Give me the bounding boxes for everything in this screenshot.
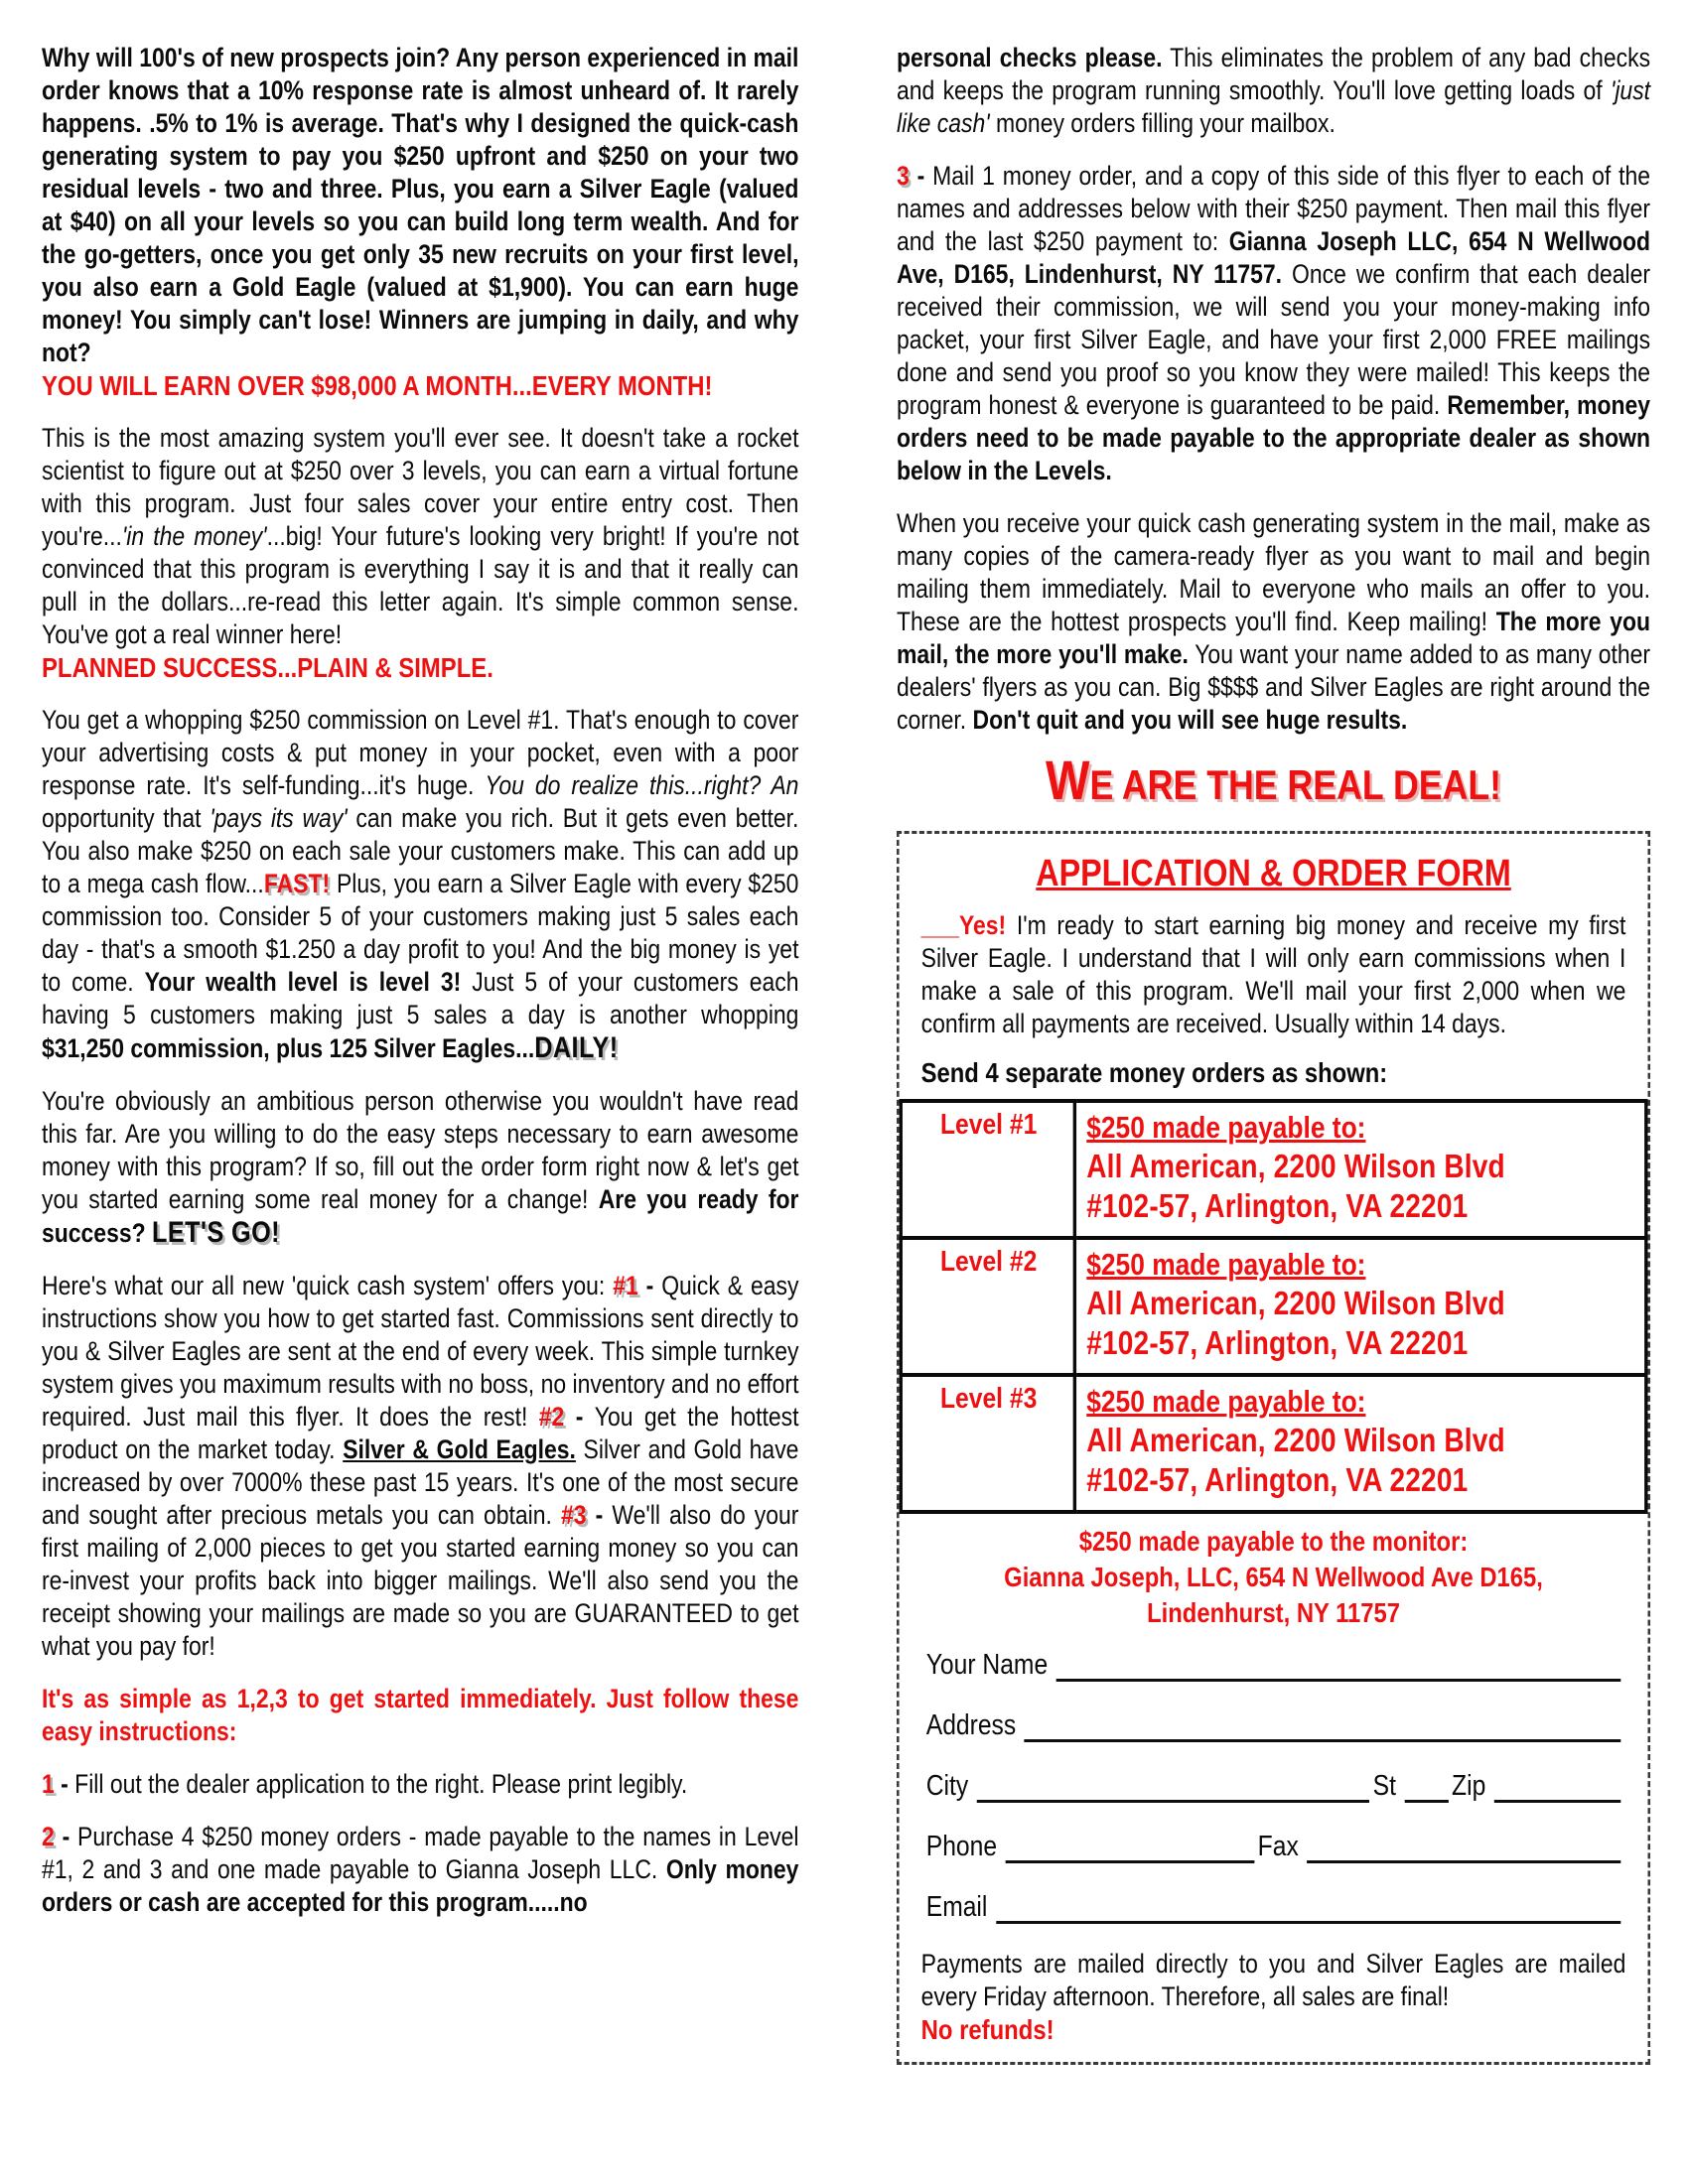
text-segment: Why will 100's of new prospects join? Any person experienced in mail order knows that a 10% response rate is almost unheard of. It rarely happens. .5% to 1% is average. That's why I designed the quick-cash generating system to pay you $250 upfront and $250 on your two residual levels - two and three. Plus, you earn a Silver Eagle (valued at $40) on all your levels so you can build long term wealth. And for the go-getters, once you get only 35 new recruits on your first level, you also earn a Gold Eagle (valued at $1,900). You can earn huge money! You simply can't lose! Winners are jumping in daily, and why not? bbox=[42, 43, 799, 367]
yes-paragraph bbox=[921, 909, 1626, 1040]
text-segment: Are you ready for success? bbox=[42, 1184, 799, 1248]
text-segment: Mail 1 money order, and a copy of this side of this flyer to each of the names and addresses below with their $250 payment. Then mail this flyer and the last $250 payment to: bbox=[897, 161, 1651, 256]
text-segment: 'in the money' bbox=[121, 521, 267, 551]
text-segment: Quick & easy instructions show you how to get started fast. Commissions sent directly to you & Silver Eagles are sent at the end of every week. This simple turnkey system gives you maximum results with no boss, no inventory and no effort required. Just mail this flyer. It does the rest! bbox=[42, 1271, 799, 1432]
real-deal-heading bbox=[897, 750, 1650, 811]
ambition-paragraph bbox=[42, 1085, 798, 1250]
levels-table bbox=[900, 1099, 1648, 1514]
monitor-block bbox=[921, 1524, 1626, 1631]
text-segment: DAILY! bbox=[534, 1031, 619, 1064]
right-column bbox=[897, 42, 1650, 2065]
zip-input-line bbox=[1494, 1766, 1621, 1803]
payable-line: $250 made payable to: bbox=[1086, 1247, 1366, 1282]
text-segment: - bbox=[637, 1271, 662, 1300]
text-segment: No refunds! bbox=[920, 2014, 1055, 2045]
payee-address-line-2: #102-57, Arlington, VA 22201 bbox=[1086, 1461, 1469, 1498]
state-field-label: St bbox=[1372, 1770, 1396, 1802]
keep-mailing-paragraph bbox=[897, 507, 1650, 737]
payee-address-line-1: All American, 2200 Wilson Blvd bbox=[1086, 1148, 1505, 1184]
city-field-label: City bbox=[925, 1770, 969, 1802]
text-segment: - bbox=[54, 1769, 75, 1799]
sales-final-paragraph bbox=[921, 1948, 1626, 2046]
text-segment: - bbox=[586, 1500, 613, 1530]
email-field-row bbox=[926, 1887, 1621, 1924]
text-segment: E ARE THE REAL DEAL! bbox=[1089, 761, 1502, 808]
text-segment: We'll also do your first mailing of 2,000 pieces to get you started earning money so you can re-invest your profits back into bigger mailings. We'll also send you the receipt showing your mailings are made so you are GUARANTEED to get what you pay for! bbox=[42, 1500, 799, 1661]
fax-input-line bbox=[1307, 1827, 1620, 1863]
send-money-orders-line: Send 4 separate money orders as shown: bbox=[920, 1057, 1388, 1088]
level-row-3 bbox=[901, 1375, 1646, 1512]
text-segment: This eliminates the problem of any bad checks and keeps the program running smoothly. You'll love getting loads of bbox=[897, 43, 1651, 105]
text-segment: Don't quit and you will see huge results. bbox=[972, 705, 1408, 735]
name-input-line bbox=[1056, 1645, 1621, 1682]
email-input-line bbox=[996, 1887, 1620, 1924]
text-segment: LET'S GO! bbox=[152, 1216, 280, 1249]
fax-field-label: Fax bbox=[1257, 1831, 1299, 1862]
monitor-line-1: $250 made payable to the monitor: bbox=[1078, 1526, 1469, 1557]
text-segment: You do realize this...right? An bbox=[485, 770, 799, 800]
text-segment: FAST! bbox=[263, 869, 331, 898]
text-segment: 'pays its way' bbox=[210, 803, 348, 833]
instructions-heading bbox=[42, 1683, 798, 1748]
text-segment: 3 bbox=[897, 161, 910, 191]
text-segment: PLANNED SUCCESS...PLAIN & SIMPLE. bbox=[42, 652, 493, 683]
text-segment: Only money orders or cash are accepted for this program.....no bbox=[42, 1854, 799, 1917]
instruction-2 bbox=[42, 1821, 798, 1919]
text-segment: 2 bbox=[42, 1822, 55, 1851]
payable-line: $250 made payable to: bbox=[1086, 1384, 1366, 1419]
offers-paragraph bbox=[42, 1270, 798, 1663]
system-paragraph bbox=[42, 422, 798, 684]
text-segment: ___ bbox=[920, 910, 959, 940]
city-input-line bbox=[977, 1766, 1370, 1803]
application-form-box bbox=[897, 831, 1650, 2065]
address-field-label: Address bbox=[925, 1709, 1017, 1741]
text-segment: It's as simple as 1,2,3 to get started immediately. Just follow these easy instructions: bbox=[42, 1684, 799, 1746]
payee-address-line-1: All American, 2200 Wilson Blvd bbox=[1086, 1285, 1505, 1321]
level-2-payto bbox=[1074, 1238, 1645, 1375]
text-segment: money orders filling your mailbox. bbox=[989, 108, 1336, 138]
level-3-label: Level #3 bbox=[901, 1375, 1074, 1512]
text-segment: ...big! Your future's looking very bright! If you're not convinced that this program is everything I say it is and that it really can pull in the dollars...re-read this letter again. It's simple common sense. You've got a real winner here! bbox=[42, 521, 799, 649]
text-segment: Silver & Gold Eagles. bbox=[343, 1434, 576, 1464]
text-segment: Gianna Joseph LLC, 654 N Wellwood Ave, D165, Lindenhurst, NY 11757. bbox=[897, 226, 1651, 289]
level-row-2 bbox=[901, 1238, 1646, 1375]
text-segment: 'just like cash' bbox=[897, 75, 1651, 138]
phone-field-label: Phone bbox=[925, 1831, 998, 1862]
zip-field-label: Zip bbox=[1452, 1770, 1486, 1802]
text-segment: You're obviously an ambitious person otherwise you wouldn't have read this far. Are you willing to do the easy steps necessary to earn awesome money with this program? If so, fill out the order form right now & let's get you started earning some real money for a change! bbox=[42, 1086, 799, 1214]
text-segment: personal checks please. bbox=[897, 43, 1163, 72]
phone-input-line bbox=[1006, 1827, 1255, 1863]
text-segment: When you receive your quick cash generating system in the mail, make as many copies of the camera-ready flyer as you want to mail and begin mailing them immediately. Mail to everyone who mails an offer to you. These are the hottest prospects you'll find. Keep mailing! bbox=[897, 508, 1651, 636]
form-title: APPLICATION & ORDER FORM bbox=[1036, 853, 1511, 894]
level-2-label: Level #2 bbox=[901, 1238, 1074, 1375]
text-segment: Once we confirm that each dealer received their commission, we will send you your money-making info packet, your first Silver Eagle, and have your first 2,000 FREE mailings done and send you proof so you know they were mailed! This keeps the program honest & everyone is guaranteed to be paid. bbox=[897, 259, 1651, 420]
text-segment: I'm ready to start earning big money and receive my first Silver Eagle. I understand that I will only earn commissions when I make a sale of this program. We'll mail your first 2,000 when we confirm all payments are received. Usually within 14 days. bbox=[920, 910, 1626, 1038]
payee-address-line-1: All American, 2200 Wilson Blvd bbox=[1086, 1422, 1505, 1458]
address-field-row bbox=[926, 1706, 1621, 1742]
text-segment: You get a whopping $250 commission on Level #1. That's enough to cover your advertising costs & put money in your pocket, even with a poor response rate. It's self-funding...it's huge. bbox=[42, 705, 799, 800]
name-field-label: Your Name bbox=[925, 1649, 1049, 1681]
payee-address-line-2: #102-57, Arlington, VA 22201 bbox=[1086, 1324, 1469, 1361]
left-column bbox=[42, 42, 798, 1939]
commission-paragraph bbox=[42, 704, 798, 1065]
text-segment: 1 bbox=[42, 1769, 55, 1799]
text-segment: Purchase 4 $250 money orders - made payable to the names in Level #1, 2 and 3 and one made payable to Gianna Joseph LLC. bbox=[42, 1822, 799, 1884]
text-segment: #1 bbox=[613, 1271, 638, 1300]
text-segment: YOU WILL EARN OVER $98,000 A MONTH...EVERY MONTH! bbox=[42, 370, 713, 401]
text-segment: W bbox=[1046, 750, 1090, 811]
email-field-label: Email bbox=[925, 1891, 988, 1923]
address-input-line bbox=[1025, 1706, 1621, 1742]
text-segment: - bbox=[564, 1402, 595, 1432]
text-segment: Just 5 of your customers each having 5 customers making just 5 sales a day is another whopping bbox=[42, 967, 799, 1029]
intro-paragraph bbox=[42, 42, 798, 402]
text-segment: Here's what our all new 'quick cash system' offers you: bbox=[42, 1271, 614, 1300]
text-segment: - bbox=[909, 161, 933, 191]
personal-checks-paragraph bbox=[897, 42, 1650, 140]
level-1-label: Level #1 bbox=[901, 1101, 1074, 1238]
payee-address-line-2: #102-57, Arlington, VA 22201 bbox=[1086, 1187, 1469, 1224]
text-segment: This is the most amazing system you'll ever see. It doesn't take a rocket scientist to figure out at $250 over 3 levels, you can earn a virtual fortune with this program. Just four sales cover your entire entry cost. Then you're... bbox=[42, 423, 799, 551]
text-segment: can make you rich. But it gets even better. You also make $250 on each sale your customers make. This can add up to a mega cash flow... bbox=[42, 803, 799, 898]
text-segment: Fill out the dealer application to the right. Please print legibly. bbox=[74, 1769, 688, 1799]
state-input-line bbox=[1404, 1766, 1448, 1803]
instruction-3 bbox=[897, 160, 1650, 487]
monitor-line-3: Lindenhurst, NY 11757 bbox=[1147, 1597, 1400, 1628]
payable-line: $250 made payable to: bbox=[1086, 1110, 1366, 1145]
text-segment: Payments are mailed directly to you and Silver Eagles are mailed every Friday afternoon. Therefore, all sales are final! bbox=[920, 1949, 1626, 2011]
level-1-payto bbox=[1074, 1101, 1645, 1238]
monitor-line-2: Gianna Joseph, LLC, 654 N Wellwood Ave D165, bbox=[1004, 1562, 1543, 1592]
text-segment: - bbox=[54, 1822, 78, 1851]
name-field-row bbox=[926, 1645, 1621, 1682]
text-segment: Remember, money orders need to be made payable to the appropriate dealer as shown below in the Levels. bbox=[897, 390, 1651, 485]
city-state-zip-field-row bbox=[926, 1766, 1621, 1803]
phone-fax-field-row bbox=[926, 1827, 1621, 1863]
text-segment: Plus, you earn a Silver Eagle with every $250 commission too. Consider 5 of your customers making just 5 sales each day - that's a smooth $1.250 a day profit to you! And the big money is yet to come. bbox=[42, 869, 799, 997]
text-segment: Silver and Gold have increased by over 7000% these past 15 years. It's one of the most secure and sought after precious metals you can obtain. bbox=[42, 1434, 799, 1530]
instruction-1 bbox=[42, 1768, 798, 1801]
text-segment: You get the hottest product on the market today. bbox=[42, 1402, 799, 1464]
text-segment: The more you mail, the more you'll make. bbox=[897, 607, 1651, 669]
level-3-payto bbox=[1074, 1375, 1645, 1512]
text-segment: opportunity that bbox=[42, 803, 211, 833]
text-segment: Your wealth level is level 3! bbox=[144, 967, 462, 997]
level-row-1 bbox=[901, 1101, 1646, 1238]
text-segment: $31,250 commission, plus 125 Silver Eagles... bbox=[42, 1033, 535, 1063]
text-segment: #2 bbox=[538, 1402, 565, 1432]
text-segment: You want your name added to as many other dealers' flyers as you can. Big $$$$ and Silver Eagles are right around the corner. bbox=[897, 639, 1651, 735]
text-segment: #3 bbox=[561, 1500, 587, 1530]
text-segment: Yes! bbox=[958, 910, 1007, 940]
